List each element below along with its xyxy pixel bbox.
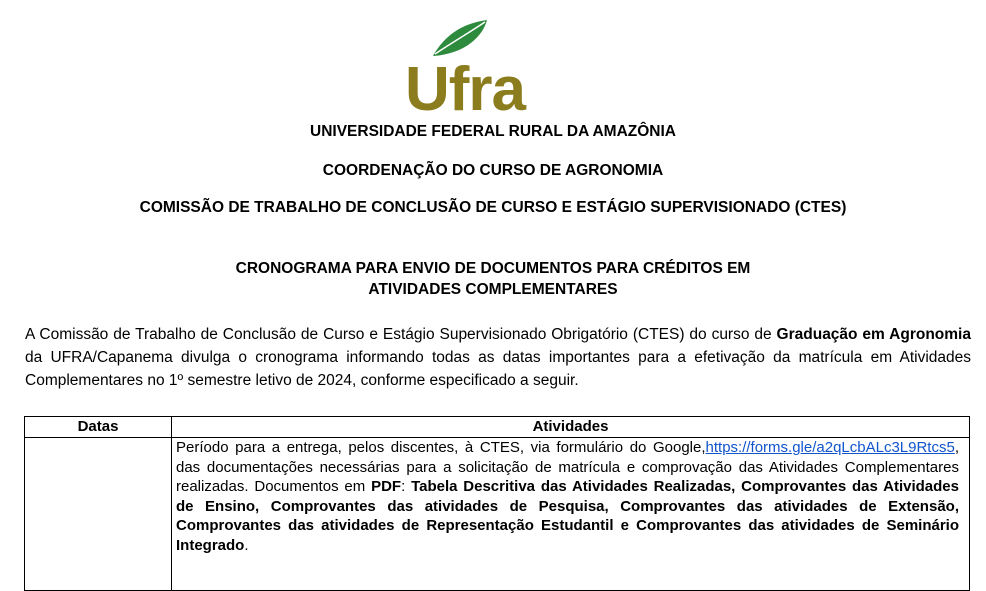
document-title bbox=[0, 258, 986, 300]
ufra-logo bbox=[405, 18, 590, 118]
table-row bbox=[25, 438, 970, 591]
pdf-label: PDF bbox=[371, 478, 402, 495]
intro-paragraph bbox=[25, 323, 971, 392]
required-documents: Tabela Descritiva das Atividades Realizadas, Comprovantes das Atividades de Ensino, Comprovantes das atividades de Pesquisa, Comprovantes das atividades de Extensão, Comprovantes das atividades de Representação Estudantil e Comprovantes das atividades de Seminário Integrado bbox=[176, 478, 959, 554]
svg-text:Ufra: Ufra bbox=[405, 55, 526, 118]
header-activities: Atividades bbox=[172, 417, 970, 438]
intro-text-2: da UFRA/Capanema divulga o cronograma informando todas as datas importantes para a efetivação da matrícula em Atividades Complementares no 1º semestre letivo de 2024, conforme especificado a seguir. bbox=[25, 349, 971, 389]
header-dates: Datas bbox=[25, 417, 172, 438]
coordination-name: COORDENAÇÃO DO CURSO DE AGRONOMIA bbox=[322, 162, 664, 179]
intro-course-name: Graduação em Agronomia bbox=[776, 326, 971, 343]
table-header-row bbox=[25, 417, 970, 438]
activity-text-2: , das documentações necessárias para a solicitação de matrícula e comprovação das Atividades Complementares realizadas. Documentos em bbox=[176, 439, 959, 495]
google-form-link[interactable]: https://forms.gle/a2qLcbALc3L9Rtcs5 bbox=[705, 439, 955, 456]
activity-cell bbox=[172, 438, 970, 591]
date-cell bbox=[25, 438, 172, 591]
schedule-table bbox=[24, 416, 970, 591]
ufra-logo-graphic bbox=[405, 18, 590, 118]
activity-text-end: . bbox=[244, 536, 249, 554]
university-name: UNIVERSIDADE FEDERAL RURAL DA AMAZÔNIA bbox=[310, 123, 676, 140]
commission-name: COMISSÃO DE TRABALHO DE CONCLUSÃO DE CURSO E ESTÁGIO SUPERVISIONADO (CTES) bbox=[139, 199, 847, 216]
document-title-line-1: CRONOGRAMA PARA ENVIO DE DOCUMENTOS PARA CRÉDITOS EM bbox=[235, 260, 751, 277]
activity-text-3: : bbox=[401, 478, 412, 495]
activity-text-1: Período para a entrega, pelos discentes, à CTES, via formulário do Google, bbox=[176, 439, 706, 456]
document-title-line-2: ATIVIDADES COMPLEMENTARES bbox=[368, 281, 618, 298]
intro-text-1: A Comissão de Trabalho de Conclusão de Curso e Estágio Supervisionado Obrigatório (CTES) do curso de bbox=[25, 326, 777, 343]
